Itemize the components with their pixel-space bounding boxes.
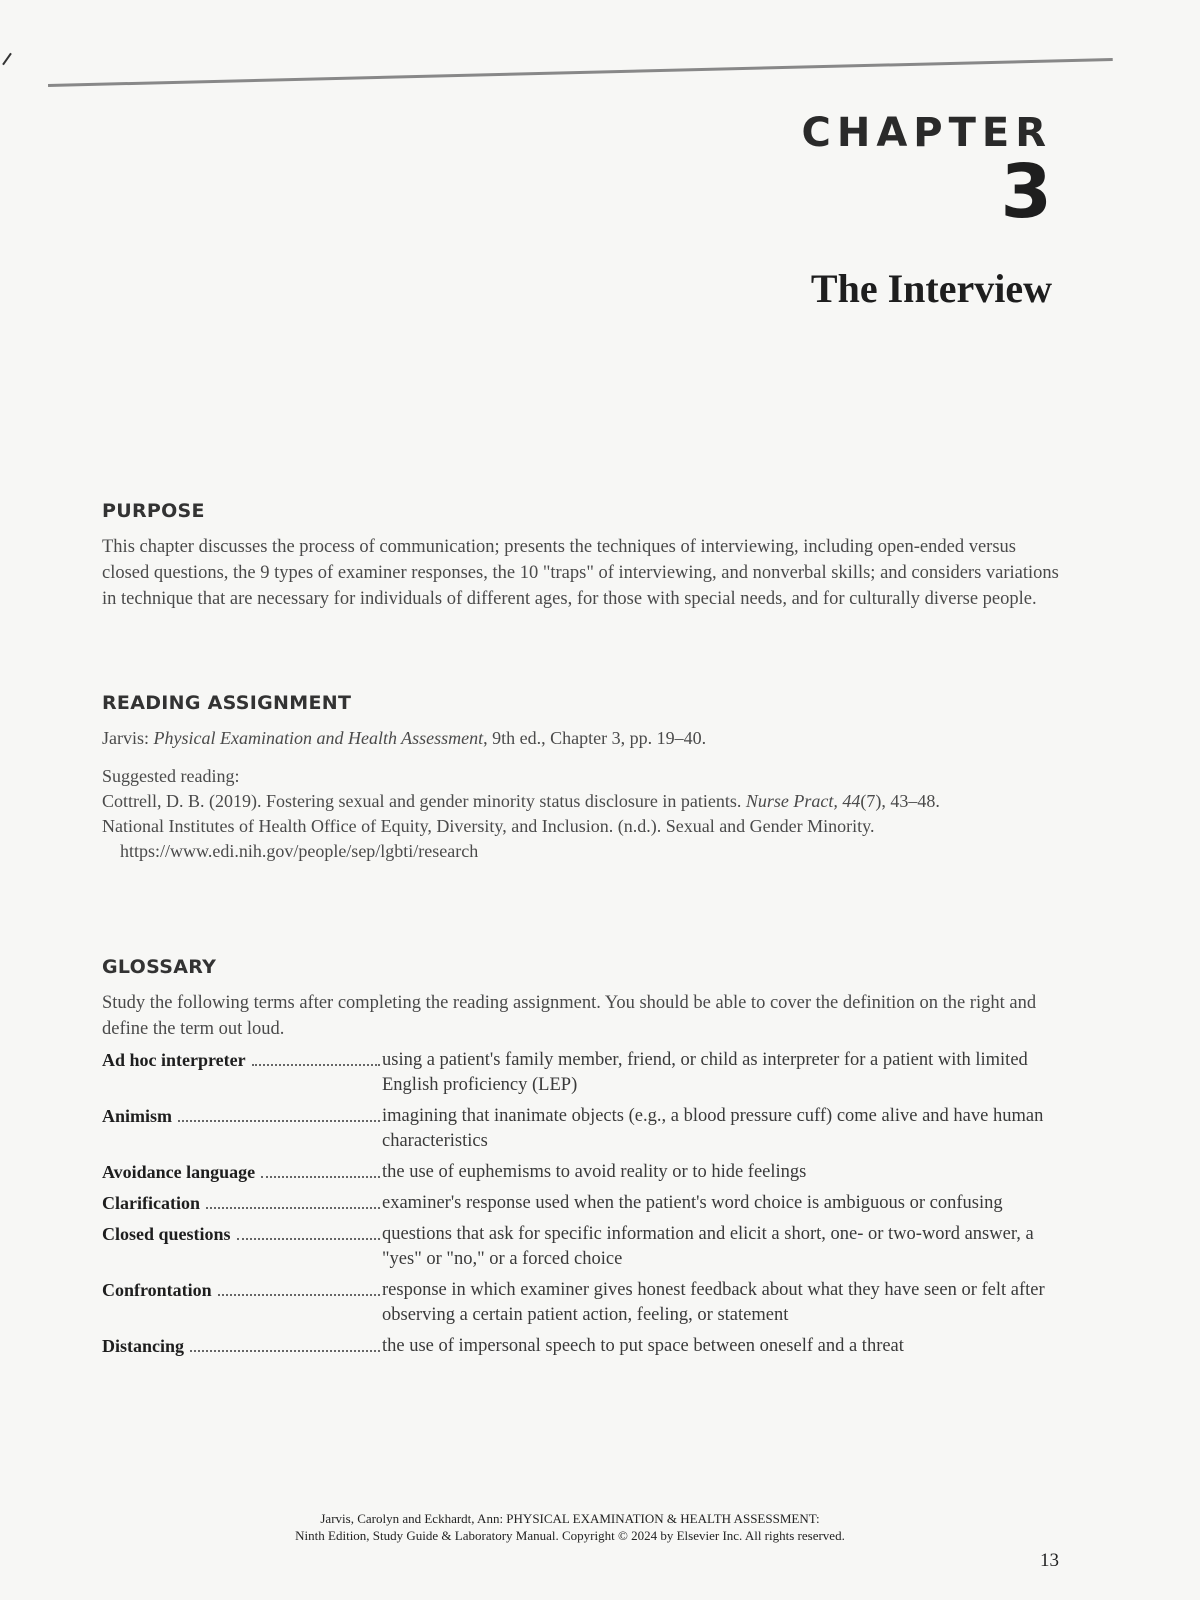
reading-heading: READING ASSIGNMENT xyxy=(102,692,352,714)
purpose-heading: PURPOSE xyxy=(102,500,205,522)
purpose-section xyxy=(102,500,1067,612)
main-reading-prefix: Jarvis: xyxy=(102,728,154,748)
leader-dots xyxy=(178,1120,380,1122)
glossary-entry xyxy=(102,1278,1067,1328)
page-number: 13 xyxy=(1040,1550,1059,1571)
glossary-entry xyxy=(102,1104,1067,1154)
glossary-term: Animism xyxy=(102,1106,173,1126)
glossary-definition: using a patient's family member, friend, or child as interpreter for a patient with limited English proficiency (LEP) xyxy=(382,1050,1028,1095)
chapter-label: CHAPTER xyxy=(801,110,1052,156)
header-rule xyxy=(48,58,1113,87)
main-reading-title: Physical Examination and Health Assessment xyxy=(153,728,484,748)
suggested-reading-label: Suggested reading: xyxy=(102,766,240,786)
glossary-term: Avoidance language xyxy=(102,1162,256,1182)
main-reading xyxy=(102,726,1067,750)
glossary-definition: questions that ask for specific information and elicit a short, one- or two-word answer, a "yes" or "no," or a forced choice xyxy=(382,1224,1034,1269)
glossary-term: Closed questions xyxy=(102,1224,231,1244)
glossary-heading: GLOSSARY xyxy=(102,956,217,978)
purpose-text: This chapter discusses the process of communication; presents the techniques of interviewing, including open-ended versus closed questions, the 9 types of examiner responses, the 10 "traps" of interviewing, and nonverbal skills; and considers variations in technique that are necessary for individuals of different ages, for those with special needs, and for culturally diverse people. xyxy=(102,537,1059,609)
reference-1-prefix: Cottrell, D. B. (2019). Fostering sexual and gender minority status disclosure in patients. xyxy=(102,791,746,811)
reference-2: National Institutes of Health Office of Equity, Diversity, and Inclusion. (n.d.). Sexual and Gender Minority. https://www.edi.nih.gov/people/sep/lgbti/research xyxy=(102,816,875,861)
leader-dots xyxy=(261,1176,380,1178)
chapter-title: The Interview xyxy=(810,266,1052,311)
leader-dots xyxy=(237,1238,380,1240)
glossary-term: Confrontation xyxy=(102,1280,212,1300)
leader-dots xyxy=(190,1350,380,1352)
glossary-definition: examiner's response used when the patient's word choice is ambiguous or confusing xyxy=(382,1193,1003,1213)
glossary-definition: imagining that inanimate objects (e.g., a blood pressure cuff) come alive and have human characteristics xyxy=(382,1106,1044,1151)
glossary-term: Distancing xyxy=(102,1336,185,1356)
footer-line-1: Jarvis, Carolyn and Eckhardt, Ann: PHYSICAL EXAMINATION & HEALTH ASSESSMENT: xyxy=(320,1511,820,1526)
glossary-intro: Study the following terms after completing the reading assignment. You should be able to cover the definition on the right and define the term out loud. xyxy=(102,993,1037,1039)
leader-dots xyxy=(218,1294,380,1296)
footer-line-2: Ninth Edition, Study Guide & Laboratory Manual. Copyright © 2024 by Elsevier Inc. All rights reserved. xyxy=(295,1528,845,1543)
glossary-term: Ad hoc interpreter xyxy=(102,1050,246,1070)
glossary-entry xyxy=(102,1222,1067,1272)
corner-mark xyxy=(2,53,12,66)
leader-dots xyxy=(252,1064,380,1066)
glossary-entry xyxy=(102,1160,1067,1185)
main-reading-suffix: , 9th ed., Chapter 3, pp. 19–40. xyxy=(483,728,707,748)
glossary-definition: the use of impersonal speech to put space between oneself and a threat xyxy=(382,1336,904,1356)
glossary-entry xyxy=(102,1191,1067,1216)
glossary-section xyxy=(102,956,1067,1359)
leader-dots xyxy=(206,1207,380,1209)
reference-1-journal: Nurse Pract, 44 xyxy=(745,791,861,811)
glossary-term: Clarification xyxy=(102,1193,200,1213)
reading-section xyxy=(102,692,1067,864)
glossary-entry xyxy=(102,1048,1067,1098)
page-footer xyxy=(0,1510,1140,1544)
glossary-entry xyxy=(102,1334,1067,1359)
glossary-list xyxy=(102,1048,1067,1359)
chapter-number: 3 xyxy=(1000,149,1052,235)
reference-1-suffix: (7), 43–48. xyxy=(860,791,940,811)
glossary-definition: the use of euphemisms to avoid reality or to hide feelings xyxy=(382,1162,807,1182)
reference-1 xyxy=(102,789,1067,814)
glossary-definition: response in which examiner gives honest feedback about what they have seen or felt after observing a certain patient action, feeling, or statement xyxy=(382,1280,1045,1325)
